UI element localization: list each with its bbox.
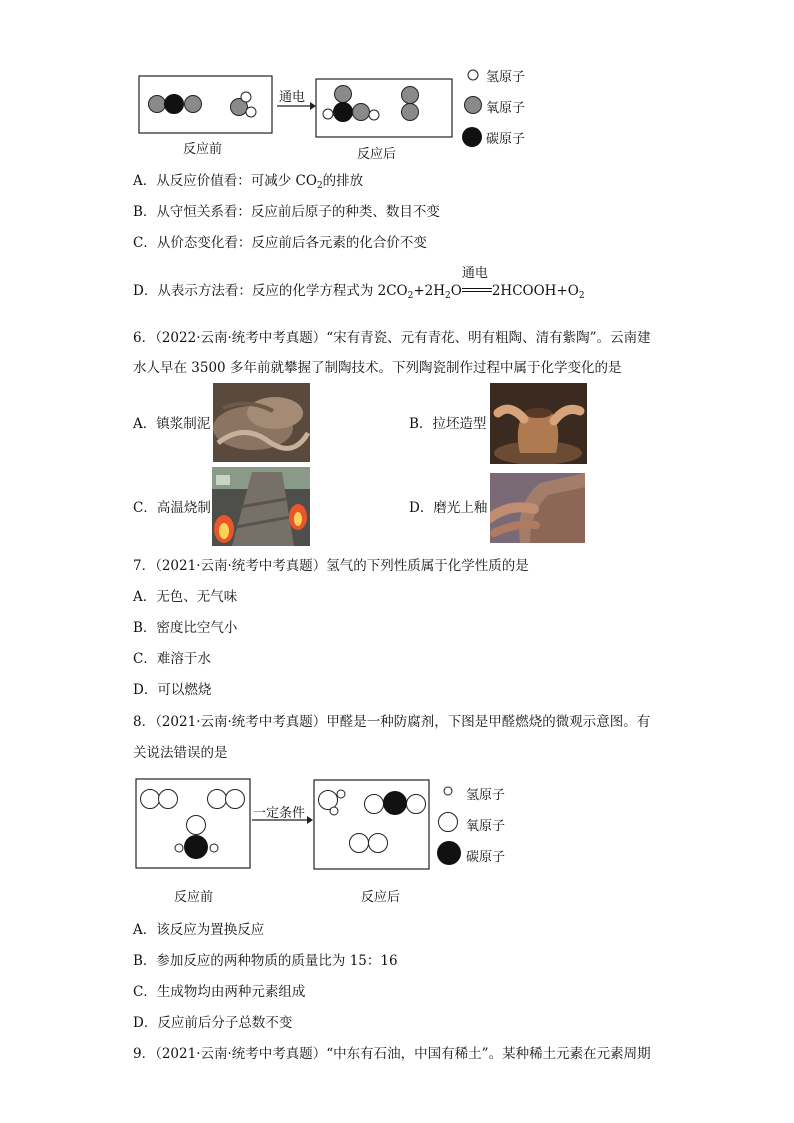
diagram-electrolysis [130, 60, 550, 164]
diagram-formaldehyde-combustion [130, 770, 530, 905]
q8-stem-line2: 关说法错误的是 [133, 745, 228, 761]
equation-condition: 通电 [462, 285, 492, 295]
hydrogen-atom [369, 110, 379, 120]
q7-option-c[interactable]: C．难溶于水 [133, 651, 211, 667]
legend-carbon-icon [462, 127, 482, 147]
carbon-atom [334, 103, 353, 122]
legend-carbon-label: 碳原子 [466, 850, 506, 865]
q6-option-d[interactable]: D．磨光上釉 [409, 500, 488, 516]
hydrogen-atom [246, 107, 256, 117]
legend-hydrogen-label: 氢原子 [486, 70, 526, 85]
clay-mixing-photo [213, 383, 310, 462]
oxygen-atom [226, 790, 245, 809]
oxygen-atom [402, 104, 419, 121]
q7-option-b[interactable]: B．密度比空气小 [133, 620, 238, 636]
oxygen-atom [159, 790, 178, 809]
oxygen-atom [187, 816, 206, 835]
legend-oxygen-label: 氧原子 [486, 101, 526, 116]
oxygen-atom [353, 104, 370, 121]
oxygen-atom [141, 790, 160, 809]
oxygen-atom [149, 96, 166, 113]
q8-option-c[interactable]: C．生成物均由两种元素组成 [133, 984, 306, 1000]
hydrogen-atom [330, 807, 338, 815]
q6-option-c[interactable]: C．高温烧制 [133, 500, 211, 516]
carbon-atom [165, 95, 184, 114]
q5-option-b[interactable]: B．从守恒关系看：反应前后原子的种类、数目不变 [133, 204, 440, 220]
carbon-atom [383, 791, 407, 815]
oxygen-atom [350, 834, 369, 853]
arrow-head [310, 102, 316, 110]
oxygen-atom [335, 86, 352, 103]
q6-stem-line1: 6．（2022·云南·统考中考真题）“宋有青瓷、元有青花、明有粗陶、清有紫陶”。云南建 [133, 330, 651, 346]
q6-option-b[interactable]: B．拉坯造型 [409, 416, 487, 432]
legend-carbon-label: 碳原子 [486, 132, 526, 147]
after-label: 反应后 [357, 147, 397, 162]
kiln-firing-photo [212, 467, 310, 546]
oxygen-atom [407, 795, 426, 814]
arrow-head [307, 816, 313, 824]
before-label: 反应前 [174, 890, 214, 905]
glazing-photo [490, 473, 585, 543]
legend-hydrogen-label: 氢原子 [466, 788, 506, 803]
q6-option-a[interactable]: A．镇浆制泥 [133, 416, 211, 432]
carbon-atom [184, 835, 208, 859]
hydrogen-atom [323, 109, 333, 119]
hydrogen-atom [210, 844, 218, 852]
q6-stem-line2: 水人早在 3500 多年前就攀握了制陶技术。下列陶瓷制作过程中属于化学变化的是 [133, 360, 622, 376]
q7-option-d[interactable]: D．可以燃烧 [133, 682, 212, 698]
oxygen-atom [185, 96, 202, 113]
hydrogen-atom [241, 92, 251, 102]
q8-option-d[interactable]: D．反应前后分子总数不变 [133, 1015, 293, 1031]
oxygen-atom [402, 87, 419, 104]
q7-option-a[interactable]: A．无色、无气味 [133, 589, 238, 605]
pottery-wheel-photo [490, 383, 587, 464]
legend-hydrogen-icon [468, 70, 478, 80]
q8-option-a[interactable]: A．该反应为置换反应 [133, 922, 265, 938]
q9-stem-line1: 9．（2021·云南·统考中考真题）“中东有石油，中国有稀土”。某种稀土元素在元素周期 [133, 1046, 651, 1062]
legend-oxygen-icon [465, 97, 482, 114]
legend-hydrogen-icon [444, 787, 452, 795]
q5-option-a[interactable]: A．从反应价值看：可减少 $CO_2$的排放 [133, 173, 364, 191]
legend-carbon-icon [437, 841, 461, 865]
oxygen-atom [208, 790, 227, 809]
after-label: 反应后 [361, 890, 401, 905]
oxygen-atom [369, 834, 388, 853]
q8-stem-line1: 8．（2021·云南·统考中考真题）甲醛是一种防腐剂，下图是甲醛燃烧的微观示意图。有 [133, 714, 651, 730]
q7-stem: 7．（2021·云南·统考中考真题）氢气的下列性质属于化学性质的是 [133, 558, 529, 574]
oxygen-atom [365, 795, 384, 814]
q8-option-b[interactable]: B．参加反应的两种物质的质量比为 15：16 [133, 953, 398, 969]
arrow-label: 一定条件 [253, 806, 306, 821]
q5-option-c[interactable]: C．从价态变化看：反应前后各元素的化合价不变 [133, 235, 427, 251]
q5-option-d[interactable]: D．从表示方法看：反应的化学方程式为 $2CO_2+2H_2O$ 通电 $2HCOOH+O_2$ [133, 266, 585, 301]
arrow-label: 通电 [279, 90, 306, 105]
hydrogen-atom [337, 790, 345, 798]
legend-oxygen-label: 氧原子 [466, 819, 506, 834]
hydrogen-atom [175, 844, 183, 852]
before-label: 反应前 [183, 142, 223, 157]
legend-oxygen-icon [439, 813, 458, 832]
